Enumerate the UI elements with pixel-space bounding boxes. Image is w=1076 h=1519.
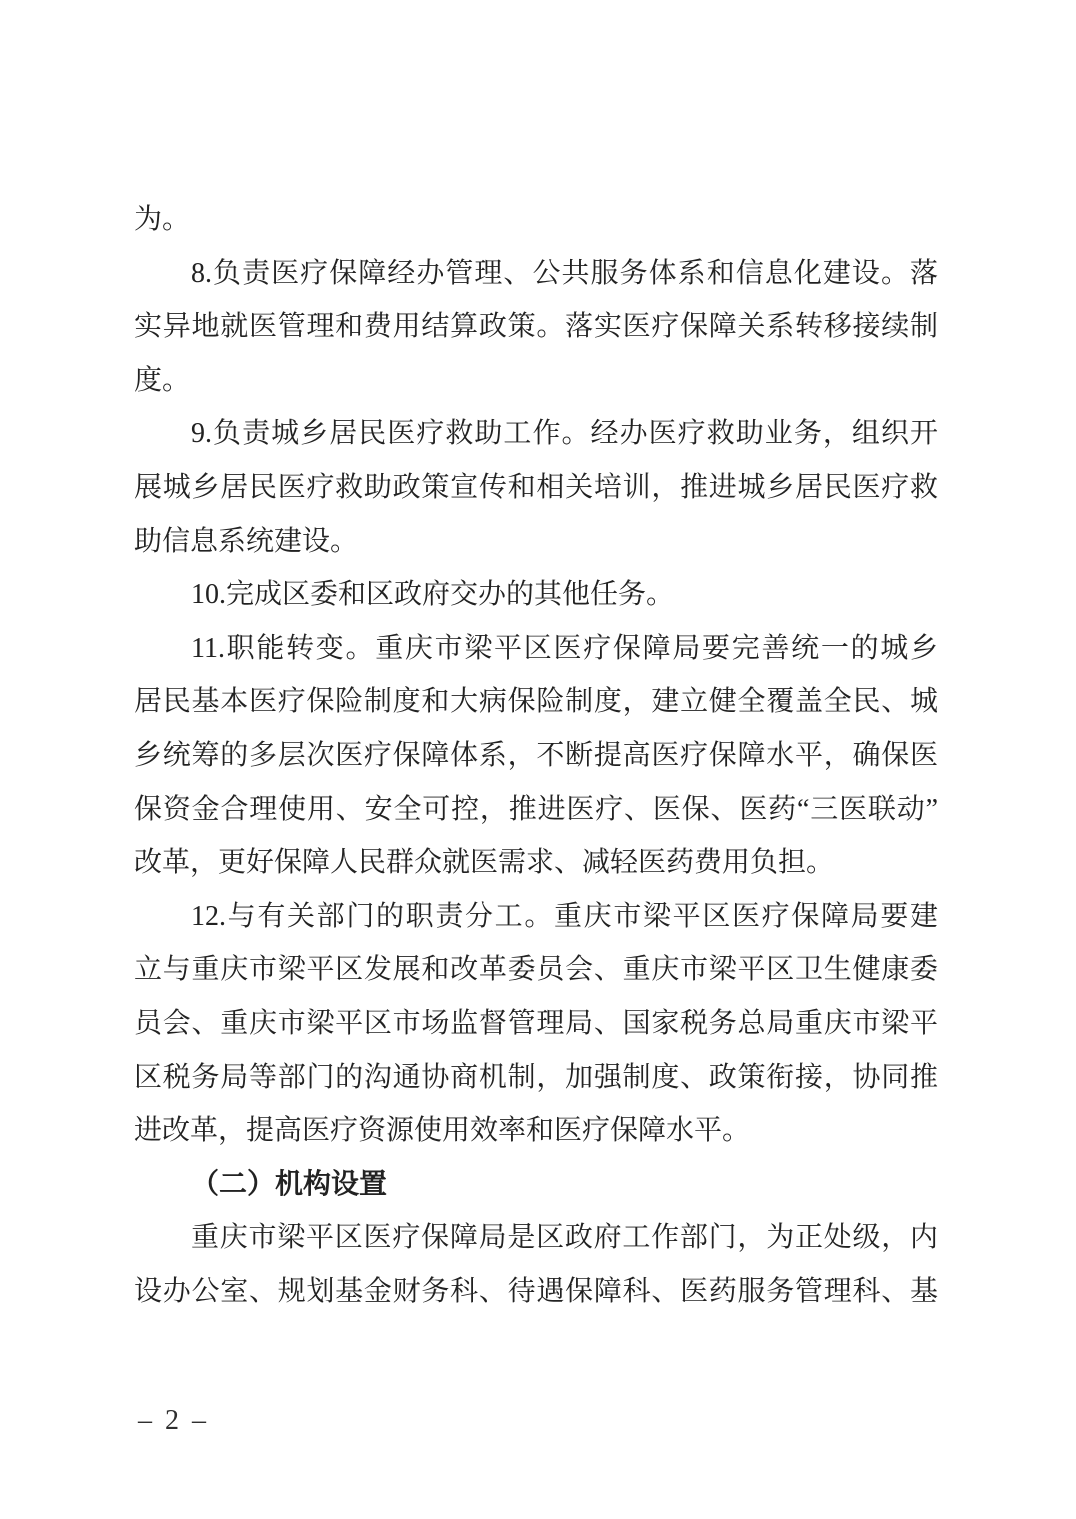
text-line: 保资金合理使用、安全可控，推进医疗、医保、医药“三医联动”	[134, 793, 938, 825]
document-body	[134, 193, 938, 1318]
text-line: 设办公室、规划基金财务科、待遇保障科、医药服务管理科、基	[134, 1275, 938, 1307]
text-line: 12.与有关部门的职责分工。重庆市梁平区医疗保障局要建	[191, 900, 938, 932]
section-2-heading	[134, 1158, 938, 1212]
text-line: 居民基本医疗保险制度和大病保险制度，建立健全覆盖全民、城	[134, 686, 938, 718]
item-11-paragraph	[134, 622, 938, 890]
text-line: 度。	[134, 364, 191, 396]
text-line: 进改革，提高医疗资源使用效率和医疗保障水平。	[134, 1115, 751, 1147]
item-8-paragraph	[134, 247, 938, 408]
text-line: 9.负责城乡居民医疗救助工作。经办医疗救助业务，组织开	[191, 418, 938, 450]
text-line: 立与重庆市梁平区发展和改革委员会、重庆市梁平区卫生健康委	[134, 954, 938, 986]
text-line: 助信息系统建设。	[134, 525, 359, 557]
page-number: – 2 –	[138, 1405, 207, 1436]
text-line: 实异地就医管理和费用结算政策。落实医疗保障关系转移接续制	[134, 311, 938, 343]
item-10-paragraph	[134, 568, 938, 622]
text-line: （二）机构设置	[191, 1168, 388, 1200]
text-line: 展城乡居民医疗救助政策宣传和相关培训，推进城乡居民医疗救	[134, 471, 938, 503]
text-line: 8.负责医疗保障经办管理、公共服务体系和信息化建设。落	[191, 257, 938, 289]
text-line: 改革，更好保障人民群众就医需求、减轻医药费用负担。	[134, 847, 835, 879]
text-line: 员会、重庆市梁平区市场监督管理局、国家税务总局重庆市梁平	[134, 1007, 938, 1039]
text-line: 重庆市梁平区医疗保障局是区政府工作部门，为正处级，内	[191, 1222, 938, 1254]
item-12-paragraph	[134, 890, 938, 1158]
org-setup-paragraph	[134, 1211, 938, 1318]
text-line: 区税务局等部门的沟通协商机制，加强制度、政策衔接，协同推	[134, 1061, 938, 1093]
item-9-paragraph	[134, 407, 938, 568]
text-line: 11.职能转变。重庆市梁平区医疗保障局要完善统一的城乡	[191, 632, 938, 664]
carryover-paragraph-end	[134, 193, 938, 247]
text-line: 10.完成区委和区政府交办的其他任务。	[191, 579, 675, 611]
text-line: 乡统筹的多层次医疗保障体系，不断提高医疗保障水平，确保医	[134, 739, 938, 771]
text-line: 为。	[134, 204, 191, 235]
